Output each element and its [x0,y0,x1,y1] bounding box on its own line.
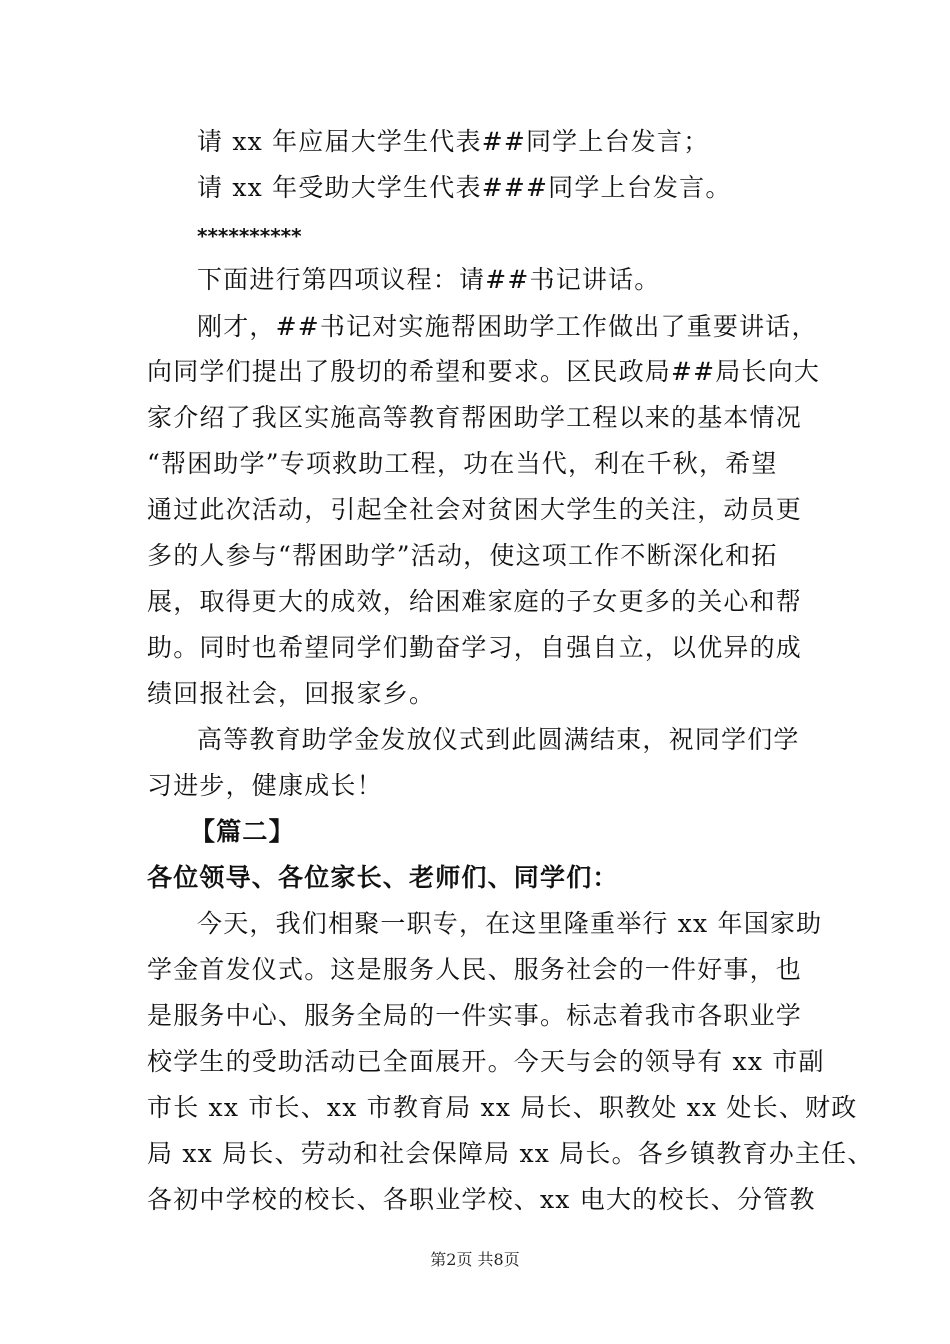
paragraph-line: 多的人参与“帮困助学”活动，使这项工作不断深化和拓 [147,541,778,570]
paragraph-line: 家介绍了我区实施高等教育帮困助学工程以来的基本情况 [147,403,803,432]
paragraph-line: 请 xx 年应届大学生代表##同学上台发言； [197,127,710,156]
paragraph-line: 高等教育助学金发放仪式到此圆满结束，祝同学们学 [197,725,800,754]
paragraph-line: 局 xx 局长、劳动和社会保障局 xx 局长。各乡镇教育办主任、 [147,1139,874,1168]
paragraph-line: 是服务中心、服务全局的一件实事。标志着我市各职业学 [147,1001,803,1030]
section-heading: 【篇二】 [190,817,295,846]
paragraph-line: 助。同时也希望同学们勤奋学习，自强自立，以优异的成 [147,633,803,662]
paragraph-line: 通过此次活动，引起全社会对贫困大学生的关注，动员更 [147,495,803,524]
paragraph-line: 下面进行第四项议程：请##书记讲话。 [197,265,661,294]
paragraph-line: “帮困助学”专项救助工程，功在当代，利在千秋，希望 [147,449,778,478]
paragraph-line: 校学生的受助活动已全面展开。今天与会的领导有 xx 市副 [147,1047,825,1076]
separator-stars: ********** [197,224,302,248]
paragraph-line: 学金首发仪式。这是服务人民、服务社会的一件好事，也 [147,955,803,984]
paragraph-line: 刚才，##书记对实施帮困助学工作做出了重要讲话， [197,312,818,341]
paragraph-line: 展，取得更大的成效，给困难家庭的子女更多的关心和帮 [147,587,803,616]
paragraph-line: 习进步，健康成长！ [147,771,383,800]
salutation: 各位领导、各位家长、老师们、同学们： [147,863,619,892]
paragraph-line: 请 xx 年受助大学生代表###同学上台发言。 [197,173,732,202]
paragraph-line: 今天，我们相聚一职专，在这里隆重举行 xx 年国家助 [197,909,823,938]
paragraph-line: 向同学们提出了殷切的希望和要求。区民政局##局长向大 [147,357,821,386]
page-number-footer: 第2页 共8页 [430,1250,520,1269]
paragraph-line: 市长 xx 市长、xx 市教育局 xx 局长、职教处 xx 处长、财政 [147,1093,858,1122]
paragraph-line: 绩回报社会，回报家乡。 [147,679,436,708]
paragraph-line: 各初中学校的校长、各职业学校、xx 电大的校长、分管教 [147,1185,816,1214]
